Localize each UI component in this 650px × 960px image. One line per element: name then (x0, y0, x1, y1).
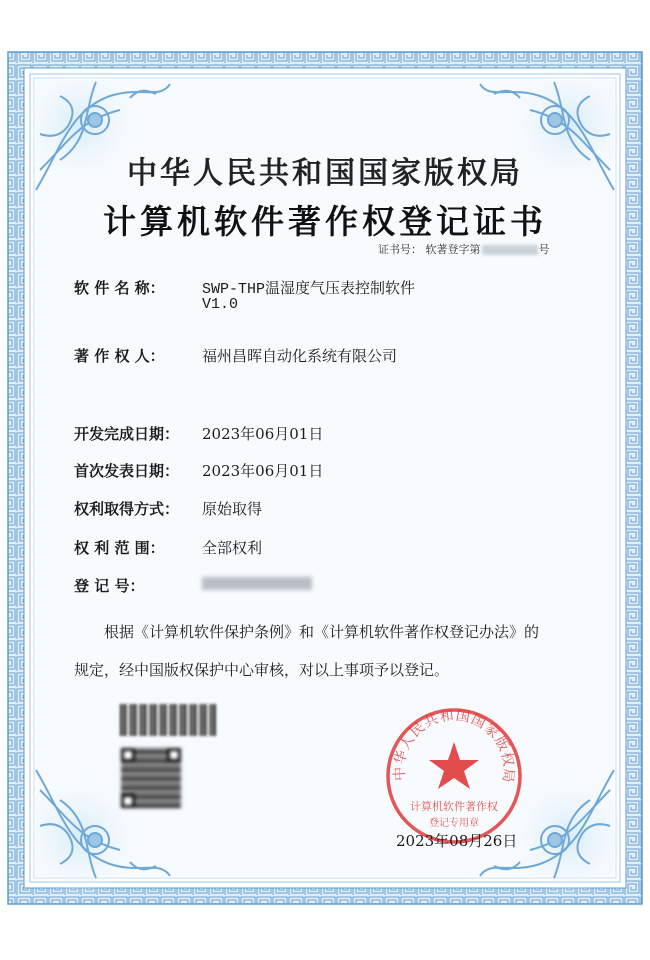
statement-line-2: 规定，经中国版权保护中心审核，对以上事项予以登记。 (74, 661, 450, 679)
acquire-method-label: 权利取得方式： (74, 500, 180, 518)
software-version: V1.0 (202, 296, 239, 313)
barcode-icon (120, 704, 216, 736)
statement-line-1: 根据《计算机软件保护条例》和《计算机软件著作权登记办法》的 (104, 623, 540, 641)
rights-scope-label: 权 利 范 围： (74, 539, 165, 557)
acquire-method-value: 原始取得 (202, 500, 263, 518)
dev-date-value: 2023年06月01日 (202, 425, 324, 443)
redacted-registration-number (202, 577, 312, 590)
publish-date-label: 首次发表日期： (74, 462, 180, 480)
rights-scope-value: 全部权利 (202, 539, 263, 557)
owner-label: 著 作 权 人： (74, 347, 165, 365)
qr-finder-top-right (167, 748, 181, 762)
software-name-value: SWP-THP温湿度气压表控制软件 (202, 281, 416, 298)
seal-outer-text: 中华人民共和国国家版权局 (391, 707, 517, 785)
star-icon (429, 742, 479, 789)
dev-date-label: 开发完成日期： (74, 425, 180, 443)
issue-date: 2023年08月26日 (396, 832, 518, 850)
publish-date-value: 2023年06月01日 (202, 462, 324, 480)
registration-number-label: 登 记 号： (74, 577, 145, 595)
owner-value: 福州昌晖自动化系统有限公司 (202, 347, 398, 365)
official-seal (384, 706, 524, 846)
certificate-number (378, 241, 550, 257)
cert-no-suffix: 号 (538, 243, 550, 256)
certificate-title: 计算机软件著作权登记证书 (103, 202, 547, 241)
cert-no-label: 证书号： (378, 243, 422, 256)
registration-number-value (202, 575, 312, 592)
qr-code-icon (121, 748, 181, 808)
qr-finder-bottom-left (121, 794, 135, 808)
qr-finder-top-left (121, 748, 135, 762)
software-name-label: 软 件 名 称： (74, 279, 165, 297)
issuer-title: 中华人民共和国国家版权局 (127, 156, 523, 191)
seal-inner-line-1: 计算机软件著作权 (410, 800, 498, 813)
redacted-number (482, 245, 538, 255)
seal-inner-line-2: 登记专用章 (429, 818, 479, 829)
cert-no-prefix: 软著登字第 (425, 243, 481, 256)
